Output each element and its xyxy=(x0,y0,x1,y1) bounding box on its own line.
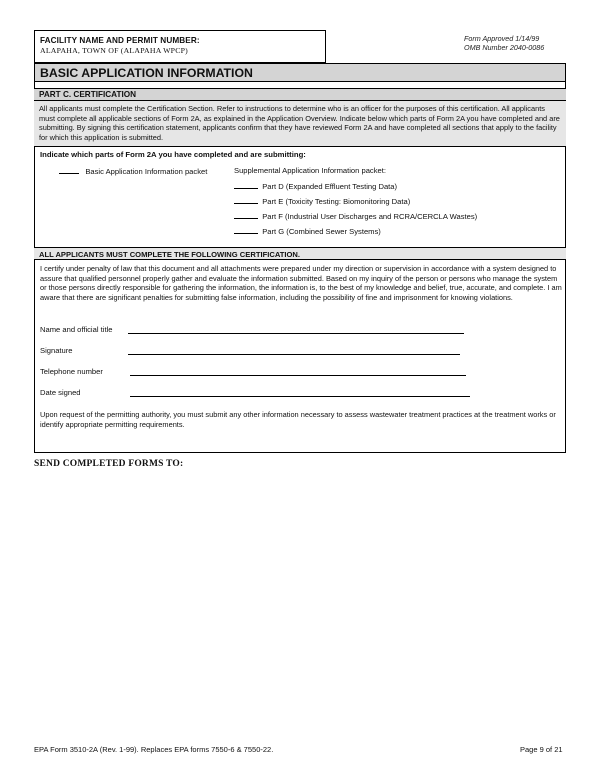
part-g-label: Part G (Combined Sewer Systems) xyxy=(262,227,381,236)
part-g-blank[interactable] xyxy=(234,226,258,234)
part-header xyxy=(34,88,566,101)
part-e-blank[interactable] xyxy=(234,196,258,204)
form-approval-info xyxy=(464,34,544,52)
part-f-blank[interactable] xyxy=(234,211,258,219)
signature-field[interactable] xyxy=(128,354,460,355)
supplemental-title: Supplemental Application Information packet: xyxy=(234,166,386,175)
facility-label: FACILITY NAME AND PERMIT NUMBER: xyxy=(40,36,200,45)
basic-packet-blank[interactable] xyxy=(59,166,79,174)
facility-box xyxy=(34,30,326,63)
omb-number: OMB Number 2040-0086 xyxy=(464,43,545,52)
cert-heading-bar xyxy=(34,247,566,260)
supplemental-item xyxy=(234,211,477,221)
cert-heading: ALL APPLICANTS MUST COMPLETE THE FOLLOWING CERTIFICATION. xyxy=(39,250,300,259)
part-d-label: Part D (Expanded Effluent Testing Data) xyxy=(262,182,398,191)
certification-statement: I certify under penalty of law that this document and all attachments were prepared under my direction or supervision in accordance with a system designed to assure that qualified personnel properly gather and evaluate the information submitted. Based on my inquiry of the person or persons who manage the system or those persons directly responsible for gathering the information, the information is, to the best of my knowledge and belief, true, accurate, and complete. I am aware that there are significant penalties for submitting false information, including the possibility of fine and imprisonment for knowing violations. xyxy=(40,264,562,302)
indicate-label: Indicate which parts of Form 2A you have completed and are submitting: xyxy=(40,150,306,159)
supplemental-item xyxy=(234,226,381,236)
footer-page-number: Page 9 of 21 xyxy=(520,745,563,754)
send-to-heading: SEND COMPLETED FORMS TO: xyxy=(34,459,184,469)
name-title-label: Name and official title xyxy=(40,325,113,334)
part-d-blank[interactable] xyxy=(234,181,258,189)
telephone-label: Telephone number xyxy=(40,367,103,376)
footer-form-id: EPA Form 3510-2A (Rev. 1-99). Replaces EPA forms 7550-6 & 7550-22. xyxy=(34,745,274,754)
name-title-field[interactable] xyxy=(128,333,464,334)
supplemental-item xyxy=(234,196,410,206)
section-title: BASIC APPLICATION INFORMATION xyxy=(40,66,253,80)
basic-packet-option xyxy=(59,166,207,176)
intro-text: All applicants must complete the Certification Section. Refer to instructions to determine who is an officer for the purposes of this certification. All applicants must complete all applicable sections of Form 2A, as explained in the Application Overview. Indicate below which parts of Form 2A you have completed and are submitting. By signing this certification statement, applicants confirm that they have reviewed Form 2A and have completed all sections that apply to the facility for which this application is submitted. xyxy=(34,101,566,147)
date-signed-label: Date signed xyxy=(40,388,81,397)
basic-packet-label: Basic Application Information packet xyxy=(85,167,208,176)
part-title: PART C. CERTIFICATION xyxy=(39,90,137,99)
form-approved-date: Form Approved 1/14/99 xyxy=(464,34,540,43)
supplemental-item xyxy=(234,181,397,191)
section-header xyxy=(34,63,566,82)
part-f-label: Part F (Industrial User Discharges and RCRA/CERCLA Wastes) xyxy=(262,212,478,221)
part-e-label: Part E (Toxicity Testing: Biomonitoring Data) xyxy=(262,197,411,206)
date-signed-field[interactable] xyxy=(130,396,470,397)
signature-label: Signature xyxy=(40,346,73,355)
closing-text: Upon request of the permitting authority, you must submit any other information necessary to assess wastewater treatment practices at the treatment works or identify appropriate permitting requirements. xyxy=(40,410,556,429)
telephone-field[interactable] xyxy=(130,375,466,376)
facility-value: ALAPAHA, TOWN OF (ALAPAHA WPCP) xyxy=(40,46,188,55)
